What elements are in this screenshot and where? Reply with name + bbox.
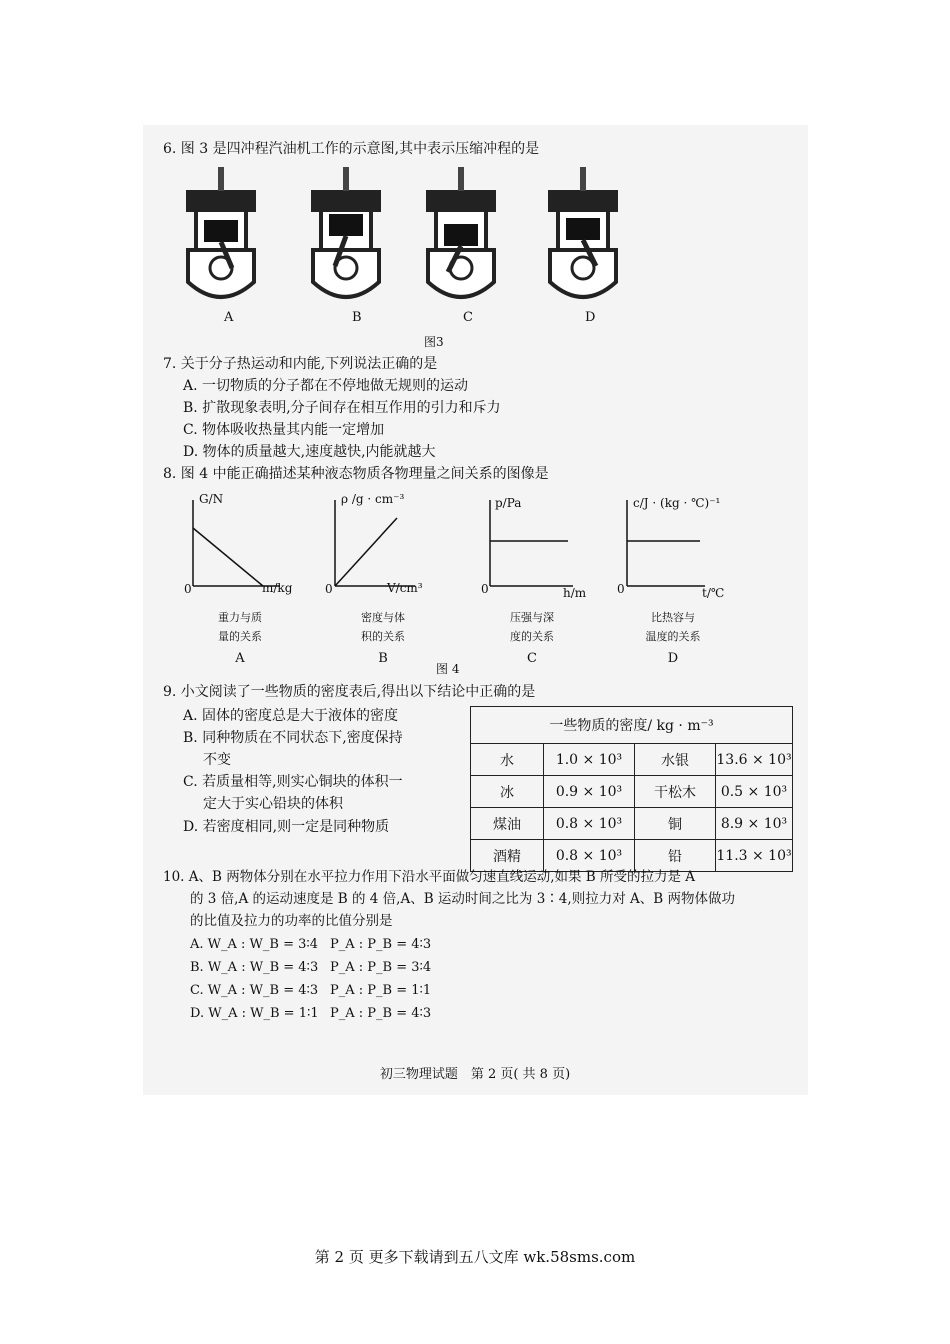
q10-option-d-w: D. W_A : W_B = 1∶1 <box>190 1006 319 1021</box>
q10-option-d-p: P_A : P_B = 4∶3 <box>330 1006 432 1021</box>
graph-d-origin: 0 <box>617 582 625 596</box>
q7-option-d: D. 物体的质量越大,速度越快,内能就越大 <box>183 444 436 460</box>
graph-d-caption-2: 温度的关系 <box>645 630 701 643</box>
figure-3-caption: 图3 <box>424 335 444 349</box>
graph-c-origin: 0 <box>481 582 489 596</box>
graph-c-caption-2: 度的关系 <box>510 630 554 643</box>
density-table <box>470 706 793 872</box>
table-row: 煤油 0.8 × 10³ 铜 8.9 × 10³ <box>471 808 793 840</box>
q7-option-b: B. 扩散现象表明,分子间存在相互作用的引力和斥力 <box>183 400 501 416</box>
q7-option-c: C. 物体吸收热量其内能一定增加 <box>183 422 385 438</box>
engine-a <box>186 167 256 297</box>
q10-option-a-w: A. W_A : W_B = 3∶4 <box>190 937 319 952</box>
engine-c <box>426 167 496 297</box>
engine-figures <box>180 162 640 307</box>
page-number-info: 初三物理试题 第 2 页( 共 8 页) <box>379 1067 571 1082</box>
density-table-title: 一些物质的密度/ kg · m⁻³ <box>471 707 793 744</box>
graph-c-letter: C <box>527 651 537 666</box>
graph-b-letter: B <box>378 651 388 666</box>
q8-stem: 8. 图 4 中能正确描述某种液态物质各物理量之间关系的图像是 <box>163 466 549 482</box>
graph-a-letter: A <box>235 651 245 666</box>
q9-option-c-line1: C. 若质量相等,则实心铜块的体积一 <box>183 774 403 790</box>
density-table-header <box>471 707 793 744</box>
graph-a-origin: 0 <box>184 582 192 596</box>
engine-label-b: B <box>352 310 362 325</box>
graph-d-caption-1: 比热容与 <box>651 611 695 624</box>
q9-option-c-line2: 定大于实心铅块的体积 <box>203 796 343 812</box>
graph-c-caption-1: 压强与深 <box>510 611 554 624</box>
graph-c-xlabel: h/m <box>563 586 587 600</box>
graph-b-origin: 0 <box>325 582 333 596</box>
q6-stem: 6. 图 3 是四冲程汽油机工作的示意图,其中表示压缩冲程的是 <box>163 141 540 157</box>
graph-a-line <box>193 528 263 586</box>
q9-option-a: A. 固体的密度总是大于液体的密度 <box>183 708 399 724</box>
q10-option-c-p: P_A : P_B = 1∶1 <box>330 983 432 998</box>
q9-option-b-line2: 不变 <box>203 752 231 768</box>
q9-stem: 9. 小文阅读了一些物质的密度表后,得出以下结论中正确的是 <box>163 684 536 700</box>
q10-option-b-w: B. W_A : W_B = 4∶3 <box>190 960 319 975</box>
engine-label-a: A <box>224 310 234 325</box>
graph-b-caption-1: 密度与体 <box>361 611 405 624</box>
q9-option-d: D. 若密度相同,则一定是同种物质 <box>183 819 390 835</box>
q10-option-a-p: P_A : P_B = 4∶3 <box>330 937 432 952</box>
graph-a-caption-1: 重力与质 <box>218 611 262 624</box>
table-row: 水 1.0 × 10³ 水银 13.6 × 10³ <box>471 744 793 776</box>
graph-b-line <box>335 518 397 586</box>
engine-b <box>311 167 381 297</box>
graph-b-ylabel: ρ /g · cm⁻³ <box>341 492 405 506</box>
q10-stem-line2: 的 3 倍,A 的运动速度是 B 的 4 倍,A、B 运动时间之比为 3∶4,则拉力对 A、B 两物体做功 <box>190 891 735 907</box>
engine-label-c: C <box>463 310 473 325</box>
q10-option-c-w: C. W_A : W_B = 4∶3 <box>190 983 319 998</box>
figure-4-caption: 图 4 <box>436 662 460 676</box>
graph-a-ylabel: G/N <box>199 492 224 506</box>
q7-option-a: A. 一切物质的分子都在不停地做无规则的运动 <box>183 378 469 394</box>
graph-a-caption-2: 量的关系 <box>218 630 262 643</box>
q10-stem-line1: 10. A、B 两物体分别在水平拉力作用下沿水平面做匀速直线运动,如果 B 所受的拉力是 A <box>163 869 696 885</box>
graph-a-xlabel: m/kg <box>262 581 293 595</box>
q10-stem-line3: 的比值及拉力的功率的比值分别是 <box>190 913 393 929</box>
table-row: 冰 0.9 × 10³ 干松木 0.5 × 10³ <box>471 776 793 808</box>
engine-d <box>548 167 618 297</box>
table-row: 酒精 0.8 × 10³ 铅 11.3 × 10³ <box>471 840 793 872</box>
graph-c-ylabel: p/Pa <box>495 496 522 510</box>
download-footer[interactable]: 第 2 页 更多下载请到五八文库 wk.58sms.com <box>314 1248 636 1266</box>
graph-b-xlabel: V/cm³ <box>387 581 423 595</box>
graph-d-xlabel: t/℃ <box>702 586 725 600</box>
q10-option-b-p: P_A : P_B = 3∶4 <box>330 960 432 975</box>
q9-option-b-line1: B. 同种物质在不同状态下,密度保持 <box>183 730 403 746</box>
graph-b-caption-2: 积的关系 <box>361 630 405 643</box>
engine-label-d: D <box>585 310 596 325</box>
graph-d-ylabel: c/J · (kg · ℃)⁻¹ <box>633 496 721 510</box>
q7-stem: 7. 关于分子热运动和内能,下列说法正确的是 <box>163 356 438 372</box>
graph-d-letter: D <box>667 651 679 666</box>
